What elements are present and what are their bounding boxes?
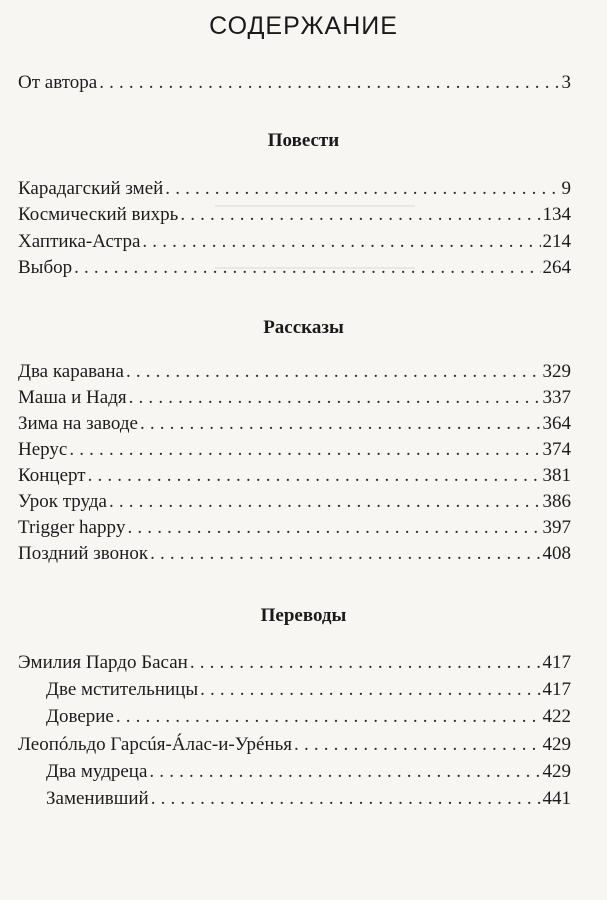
dot-leader xyxy=(140,411,541,437)
toc-entry-title: Зима на заводе xyxy=(18,413,138,434)
section-heading-novellas: Повести xyxy=(267,130,340,151)
toc-entry-page: 134 xyxy=(542,204,571,225)
toc-entry-page: 417 xyxy=(542,652,571,673)
toc-entry-sub xyxy=(46,677,571,703)
toc-entry-page: 364 xyxy=(542,413,571,434)
toc-entry-title: Эмилия Пардо Басан xyxy=(18,652,188,673)
dot-leader xyxy=(180,202,540,228)
toc-entry-page: 374 xyxy=(542,439,571,460)
dot-leader xyxy=(165,176,559,202)
dot-leader xyxy=(294,732,540,758)
toc-entry-page: 381 xyxy=(542,465,571,486)
toc-entry-sub xyxy=(46,786,571,812)
toc-entry xyxy=(18,515,571,541)
page-title: СОДЕРЖАНИЕ xyxy=(209,12,398,40)
toc-entry-sub xyxy=(46,759,571,785)
toc-entry-sub xyxy=(46,704,571,730)
toc-entry-title: От автора xyxy=(18,72,98,93)
toc-entry-title: Карадагский змей xyxy=(18,178,164,199)
dot-leader xyxy=(149,759,540,785)
toc-entry-page: 329 xyxy=(542,361,571,382)
dot-leader xyxy=(200,677,540,703)
dot-leader xyxy=(142,229,540,255)
toc-entry-page: 3 xyxy=(561,72,571,93)
toc-entry-page: 429 xyxy=(542,734,571,755)
toc-entry-page: 397 xyxy=(542,517,571,538)
toc-entry-title: Две мстительницы xyxy=(46,679,199,700)
toc-entry xyxy=(18,650,571,676)
toc-entry-title: Два каравана xyxy=(18,361,124,382)
dot-leader xyxy=(109,489,541,515)
toc-entry xyxy=(18,437,571,463)
toc-entry-title: Выбор xyxy=(18,257,73,278)
dot-leader xyxy=(69,437,540,463)
toc-entry-page: 441 xyxy=(542,788,571,809)
toc-entry-page: 408 xyxy=(542,543,571,564)
dot-leader xyxy=(88,463,541,489)
toc-entry-title: Поздний звонок xyxy=(18,543,149,564)
toc-entry xyxy=(18,463,571,489)
toc-entry-title: Заменивший xyxy=(46,788,149,809)
toc-entry-title: Концерт xyxy=(18,465,86,486)
toc-entry xyxy=(18,202,571,228)
toc-entry-page: 429 xyxy=(542,761,571,782)
section-heading-stories: Рассказы xyxy=(263,317,344,338)
toc-entry-title: Урок труда xyxy=(18,491,107,512)
toc-entry-title: Доверие xyxy=(46,706,114,727)
toc-entry-preface xyxy=(18,70,571,96)
toc-entry-title: Нерус xyxy=(18,439,68,460)
toc-entry xyxy=(18,255,571,281)
toc-entry-title: Леопóльдо Гарсúя-Áлас-и-Урéнья xyxy=(18,734,293,755)
toc-entry-page: 264 xyxy=(542,257,571,278)
toc-entry-page: 214 xyxy=(542,231,571,252)
toc-entry xyxy=(18,489,571,515)
dot-leader xyxy=(150,541,540,567)
toc-entry xyxy=(18,541,571,567)
dot-leader xyxy=(128,515,541,541)
dot-leader xyxy=(74,255,540,281)
toc-entry xyxy=(18,229,571,255)
dot-leader xyxy=(99,70,559,96)
toc-entry xyxy=(18,385,571,411)
toc-entry xyxy=(18,732,571,758)
toc-entry-page: 9 xyxy=(561,178,571,199)
dot-leader xyxy=(116,704,541,730)
toc-entry-title: Trigger happy xyxy=(18,517,126,538)
dot-leader xyxy=(126,359,541,385)
toc-entry xyxy=(18,411,571,437)
section-heading-translations: Переводы xyxy=(260,605,347,626)
toc-entry-page: 337 xyxy=(542,387,571,408)
toc-entry-page: 417 xyxy=(542,679,571,700)
toc-entry-title: Хаптика-Астра xyxy=(18,231,141,252)
toc-entry-page: 386 xyxy=(542,491,571,512)
dot-leader xyxy=(151,786,541,812)
toc-entry-title: Космический вихрь xyxy=(18,204,179,225)
toc-entry xyxy=(18,359,571,385)
toc-entry-title: Два мудреца xyxy=(46,761,148,782)
dot-leader xyxy=(129,385,541,411)
dot-leader xyxy=(190,650,541,676)
toc-entry-page: 422 xyxy=(542,706,571,727)
toc-entry-title: Маша и Надя xyxy=(18,387,127,408)
toc-entry xyxy=(18,176,571,202)
